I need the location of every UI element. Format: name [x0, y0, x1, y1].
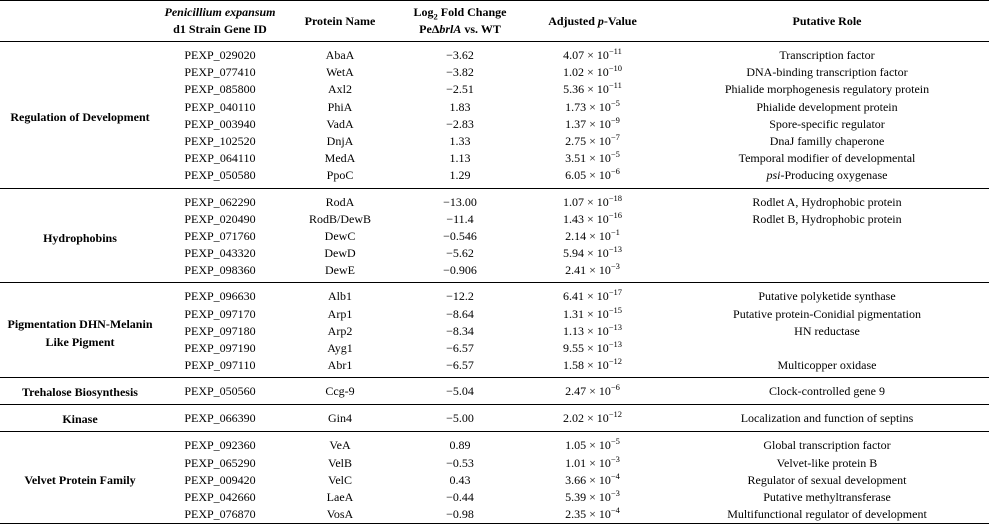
protein-name-cell: DewC [324, 228, 356, 243]
protein-name-cell: LaeA [326, 489, 354, 504]
role-text: Global transcription factor [763, 438, 891, 453]
protein-name-cell: VelC [328, 472, 352, 487]
times-ten: × 10 [586, 507, 611, 522]
pvalue-exponent: −5 [610, 97, 620, 108]
role-text: Rodlet A, Hydrophobic protein [752, 194, 902, 209]
protein-name-cell: VeA [329, 438, 351, 453]
header-pvalue-italic: p [597, 13, 604, 28]
putative-role-cell [665, 116, 989, 133]
gene-id-cell: PEXP_071760 [184, 228, 256, 243]
header-pvalue-prefix: Adjusted [548, 13, 598, 28]
gene-id-cell: PEXP_043320 [184, 246, 256, 261]
times-ten: × 10 [586, 489, 611, 504]
header-log-line2-c: brlA [439, 22, 462, 36]
protein-name-cell: RodA [325, 194, 355, 209]
protein-name-cell: Ayg1 [327, 341, 353, 355]
category-cell: Velvet Protein Family [0, 432, 160, 524]
pvalue-mantissa: 1.02 [562, 65, 584, 80]
protein-name-cell: DnjA [326, 133, 354, 148]
adjusted-pvalue-cell [520, 455, 665, 472]
times-ten: × 10 [583, 341, 609, 355]
header-log-line2-a: Pe [419, 22, 432, 36]
role-text: Multicopper oxidase [777, 358, 877, 373]
putative-role-cell [665, 432, 989, 455]
times-ten: × 10 [586, 133, 611, 148]
adjusted-pvalue-cell [520, 378, 665, 405]
log2-fold-change-cell: −6.57 [400, 357, 520, 378]
gene-id-cell: PEXP_042660 [184, 489, 256, 504]
putative-role-cell [665, 64, 989, 81]
table-row [0, 378, 989, 405]
pvalue-exponent: −4 [610, 470, 620, 481]
putative-role-cell [665, 506, 989, 524]
pvalue-mantissa: 9.55 [562, 341, 584, 355]
log2-fold-change-cell: −0.906 [400, 262, 520, 283]
log2-fold-change-cell: −8.64 [446, 306, 474, 321]
log2-fold-change-cell: 1.13 [449, 151, 471, 166]
log2-fold-change-cell: 1.33 [449, 133, 471, 148]
protein-name-cell: RodB/DewB [308, 211, 371, 226]
protein-name-cell: DewD [324, 246, 356, 261]
pvalue-mantissa: 2.41 [565, 263, 587, 278]
role-text: Putative methyltransferase [763, 489, 891, 504]
role-text: Temporal modifier of developmental [738, 151, 916, 166]
pvalue-mantissa: 1.13 [562, 323, 584, 338]
pvalue-exponent: −15 [608, 304, 623, 315]
log2-fold-change-cell: −0.546 [443, 228, 477, 243]
pvalue-exponent: −11 [608, 46, 622, 56]
gene-id-cell: PEXP_040110 [184, 99, 256, 114]
adjusted-pvalue-cell [520, 340, 665, 357]
putative-role-cell [665, 188, 989, 211]
adjusted-pvalue-cell [520, 211, 665, 228]
times-ten: × 10 [583, 323, 609, 338]
pvalue-mantissa: 1.37 [565, 116, 587, 131]
times-ten: × 10 [584, 48, 609, 62]
role-italic: psi [766, 168, 781, 183]
table-body [0, 42, 989, 524]
putative-role-cell [665, 378, 989, 405]
times-ten: × 10 [583, 411, 609, 426]
category-cell: Pigmentation DHN-Melanin Like Pigment [0, 283, 160, 378]
gene-id-cell: PEXP_097180 [184, 323, 256, 338]
times-ten: × 10 [586, 116, 611, 131]
role-text: Phialide development protein [756, 99, 898, 114]
putative-role-cell [665, 167, 989, 188]
role-text: DNA-binding transcription factor [746, 65, 908, 80]
putative-role-cell [665, 245, 989, 262]
times-ten: × 10 [586, 472, 611, 487]
putative-role-cell [665, 283, 989, 306]
header-log-sub: 2 [433, 11, 438, 22]
gene-id-cell: PEXP_062290 [184, 194, 256, 209]
gene-id-cell: PEXP_050580 [160, 167, 280, 188]
gene-id-cell: PEXP_077410 [184, 65, 256, 80]
pvalue-mantissa: 2.47 [565, 384, 587, 399]
putative-role-cell [665, 489, 989, 506]
putative-role-cell [665, 228, 989, 245]
log2-fold-change-cell: −3.82 [446, 65, 474, 80]
role-text: Putative polyketide synthase [758, 289, 896, 304]
header-log-line2-d: vs. WT [461, 22, 501, 36]
log2-fold-change-cell: −2.83 [446, 116, 474, 131]
adjusted-pvalue-cell [520, 42, 665, 65]
log2-fold-change-cell: −8.34 [446, 323, 474, 338]
protein-name-cell: Axl2 [328, 82, 352, 97]
pvalue-exponent: −5 [610, 149, 620, 160]
putative-role-cell [665, 323, 989, 340]
role-text: -Producing oxygenase [780, 168, 888, 183]
putative-role-cell [665, 472, 989, 489]
gene-id-cell: PEXP_102520 [184, 133, 256, 148]
role-text: Multifunctional regulator of development [727, 507, 927, 522]
log2-fold-change-cell: −2.51 [446, 82, 474, 97]
protein-name-cell: Arp2 [327, 323, 353, 338]
putative-role-cell [665, 211, 989, 228]
protein-name-cell: VosA [280, 506, 400, 524]
putative-role-cell [665, 405, 989, 432]
pvalue-mantissa: 1.07 [562, 194, 584, 209]
pvalue-mantissa: 2.02 [562, 411, 584, 426]
adjusted-pvalue-cell [520, 323, 665, 340]
log2-fold-change-cell: −5.00 [400, 405, 520, 432]
table-row [0, 42, 989, 65]
gene-id-cell: PEXP_066390 [160, 405, 280, 432]
table-row [0, 283, 989, 306]
gene-id-cell: PEXP_085800 [184, 82, 256, 97]
adjusted-pvalue-cell [520, 99, 665, 116]
times-ten: × 10 [583, 211, 609, 226]
protein-name-cell: DewE [280, 262, 400, 283]
putative-role-cell [665, 150, 989, 167]
header-log-prefix: Log [413, 5, 434, 19]
protein-name-cell: VelB [328, 455, 352, 470]
role-text: Rodlet B, Hydrophobic protein [752, 211, 902, 226]
pvalue-exponent: −11 [608, 80, 622, 91]
log2-fold-change-cell: −0.44 [446, 489, 474, 504]
header-row [0, 1, 989, 42]
putative-role-cell [665, 99, 989, 116]
role-text: Localization and function of septins [740, 411, 914, 426]
putative-role-cell [665, 340, 989, 357]
header-protein-name: Protein Name [280, 1, 400, 42]
pvalue-mantissa: 1.58 [562, 358, 584, 373]
gene-id-cell: PEXP_098360 [160, 262, 280, 283]
pvalue-exponent: −6 [610, 382, 620, 393]
times-ten: × 10 [583, 194, 609, 209]
pvalue-exponent: −12 [608, 409, 623, 420]
putative-role-cell [665, 81, 989, 98]
pvalue-mantissa: 2.35 [565, 507, 587, 522]
role-text: Velvet-like protein B [776, 455, 878, 470]
header-log2fc [400, 1, 520, 42]
log2-fold-change-cell: 1.83 [449, 99, 471, 114]
log2-fold-change-cell: −3.62 [446, 48, 474, 62]
times-ten: × 10 [583, 358, 609, 373]
adjusted-pvalue-cell [520, 116, 665, 133]
header-gene-id-line2: d1 Strain Gene ID [173, 22, 267, 36]
pvalue-exponent: −18 [608, 192, 623, 203]
putative-role-cell [665, 455, 989, 472]
protein-name-cell: PpoC [280, 167, 400, 188]
category-cell: Kinase [0, 405, 160, 432]
pvalue-exponent: −13 [608, 321, 623, 332]
protein-name-cell: MedA [324, 151, 356, 166]
role-text: Phialide morphogenesis regulatory protein [724, 82, 930, 97]
header-category [0, 1, 160, 42]
adjusted-pvalue-cell [520, 472, 665, 489]
adjusted-pvalue-cell [520, 64, 665, 81]
pvalue-mantissa: 1.31 [562, 306, 584, 321]
pvalue-mantissa: 1.73 [565, 99, 587, 114]
protein-name-cell: Alb1 [328, 289, 352, 304]
gene-id-cell: PEXP_097170 [184, 306, 256, 321]
gene-id-cell: PEXP_050560 [160, 378, 280, 405]
log2-fold-change-cell: 0.89 [449, 438, 471, 453]
pvalue-mantissa: 4.07 [563, 48, 585, 62]
adjusted-pvalue-cell [520, 283, 665, 306]
header-adjusted-pvalue [520, 1, 665, 42]
pvalue-exponent: −6 [610, 166, 620, 177]
log2-fold-change-cell: −11.4 [446, 211, 474, 226]
pvalue-exponent: −17 [608, 287, 623, 298]
adjusted-pvalue-cell [520, 432, 665, 455]
adjusted-pvalue-cell [520, 357, 665, 378]
gene-id-cell: PEXP_009420 [184, 472, 256, 487]
protein-name-cell: AbaA [325, 48, 355, 62]
log2-fold-change-cell: −0.53 [446, 455, 474, 470]
adjusted-pvalue-cell [520, 506, 665, 524]
putative-role-cell [665, 357, 989, 378]
adjusted-pvalue-cell [520, 405, 665, 432]
gene-id-cell: PEXP_064110 [184, 151, 256, 166]
times-ten: × 10 [586, 384, 611, 399]
table-row [0, 432, 989, 455]
pvalue-mantissa: 1.05 [565, 438, 587, 453]
pvalue-mantissa: 3.66 [565, 472, 587, 487]
protein-name-cell: VadA [326, 116, 354, 131]
pvalue-mantissa: 6.41 [562, 289, 584, 304]
gene-id-cell: PEXP_097190 [184, 341, 256, 355]
protein-name-cell: WetA [326, 65, 354, 80]
adjusted-pvalue-cell [520, 133, 665, 150]
putative-role-cell [665, 42, 989, 65]
times-ten: × 10 [583, 289, 609, 304]
category-cell: Hydrophobins [0, 188, 160, 283]
pvalue-exponent: −7 [610, 131, 620, 142]
pvalue-exponent: −1 [610, 226, 620, 237]
log2-fold-change-cell: −5.62 [446, 246, 474, 261]
pvalue-mantissa: 1.43 [562, 211, 584, 226]
role-text: Spore-specific regulator [769, 116, 885, 131]
pvalue-mantissa: 5.94 [562, 246, 584, 261]
protein-name-cell: PhiA [327, 99, 353, 114]
pvalue-exponent: −13 [608, 339, 623, 349]
log2-fold-change-cell: −0.98 [400, 506, 520, 524]
times-ten: × 10 [586, 168, 611, 183]
adjusted-pvalue-cell [520, 245, 665, 262]
pvalue-exponent: −13 [608, 244, 623, 255]
protein-name-cell: Gin4 [280, 405, 400, 432]
table-row [0, 405, 989, 432]
adjusted-pvalue-cell [520, 262, 665, 283]
times-ten: × 10 [586, 99, 611, 114]
log2-fold-change-cell: 1.29 [400, 167, 520, 188]
pvalue-mantissa: 2.75 [565, 133, 587, 148]
adjusted-pvalue-cell [520, 188, 665, 211]
protein-name-cell: Ccg-9 [280, 378, 400, 405]
header-pvalue-suffix: -Value [603, 13, 637, 28]
gene-id-cell: PEXP_076870 [160, 506, 280, 524]
protein-name-cell: Arp1 [327, 306, 353, 321]
pvalue-exponent: −3 [610, 487, 620, 498]
putative-role-cell [665, 306, 989, 323]
times-ten: × 10 [586, 151, 611, 166]
pvalue-exponent: −9 [610, 114, 620, 125]
adjusted-pvalue-cell [520, 167, 665, 188]
role-text: Transcription factor [779, 48, 875, 62]
pvalue-exponent: −10 [608, 63, 623, 74]
log2-fold-change-cell: −13.00 [443, 194, 477, 209]
role-text: DnaJ familly chaperone [769, 133, 885, 148]
adjusted-pvalue-cell [520, 81, 665, 98]
gene-id-cell: PEXP_065290 [184, 455, 256, 470]
pvalue-mantissa: 2.14 [565, 228, 587, 243]
times-ten: × 10 [586, 228, 611, 243]
adjusted-pvalue-cell [520, 306, 665, 323]
log2-fold-change-cell: −12.2 [446, 289, 474, 304]
gene-id-cell: PEXP_003940 [184, 116, 256, 131]
gene-id-cell: PEXP_092360 [184, 438, 256, 453]
adjusted-pvalue-cell [520, 150, 665, 167]
protein-name-cell: Abr1 [280, 357, 400, 378]
putative-role-cell [665, 262, 989, 283]
gene-id-cell: PEXP_029020 [184, 48, 256, 62]
pvalue-mantissa: 1.01 [565, 455, 587, 470]
times-ten: × 10 [586, 263, 611, 278]
role-text: Putative protein-Conidial pigmentation [733, 306, 921, 321]
header-putative-role: Putative Role [665, 1, 989, 42]
pvalue-mantissa: 5.39 [565, 489, 587, 504]
times-ten: × 10 [583, 65, 609, 80]
times-ten: × 10 [586, 438, 611, 453]
times-ten: × 10 [583, 306, 609, 321]
pvalue-exponent: −3 [610, 453, 620, 464]
header-log-line2-b: Δ [431, 22, 440, 36]
role-text: Regulator of sexual development [747, 472, 907, 487]
times-ten: × 10 [586, 455, 611, 470]
times-ten: × 10 [583, 246, 609, 261]
category-cell: Trehalose Biosynthesis [0, 378, 160, 405]
pvalue-mantissa: 5.36 [563, 82, 585, 97]
header-log-suffix: Fold Change [437, 5, 507, 19]
role-text: Clock-controlled gene 9 [769, 384, 885, 399]
gene-id-cell: PEXP_097110 [160, 357, 280, 378]
header-gene-id-line1: Penicillium expansum [164, 5, 276, 19]
pvalue-exponent: −5 [610, 436, 620, 447]
pvalue-exponent: −3 [610, 261, 620, 272]
gene-id-cell: PEXP_020490 [184, 211, 256, 226]
adjusted-pvalue-cell [520, 489, 665, 506]
pvalue-exponent: −16 [608, 209, 623, 220]
table-row [0, 188, 989, 211]
log2-fold-change-cell: −5.04 [400, 378, 520, 405]
pvalue-mantissa: 3.51 [565, 151, 587, 166]
pvalue-exponent: −12 [608, 356, 623, 367]
putative-role-cell [665, 133, 989, 150]
role-text: HN reductase [794, 323, 860, 338]
log2-fold-change-cell: 0.43 [449, 472, 471, 487]
pvalue-exponent: −4 [610, 505, 620, 516]
adjusted-pvalue-cell [520, 228, 665, 245]
pvalue-mantissa: 6.05 [565, 168, 587, 183]
log2-fold-change-cell: −6.57 [446, 341, 474, 355]
gene-id-cell: PEXP_096630 [184, 289, 256, 304]
header-gene-id [160, 1, 280, 42]
category-cell: Regulation of Development [0, 42, 160, 189]
times-ten: × 10 [584, 82, 609, 97]
